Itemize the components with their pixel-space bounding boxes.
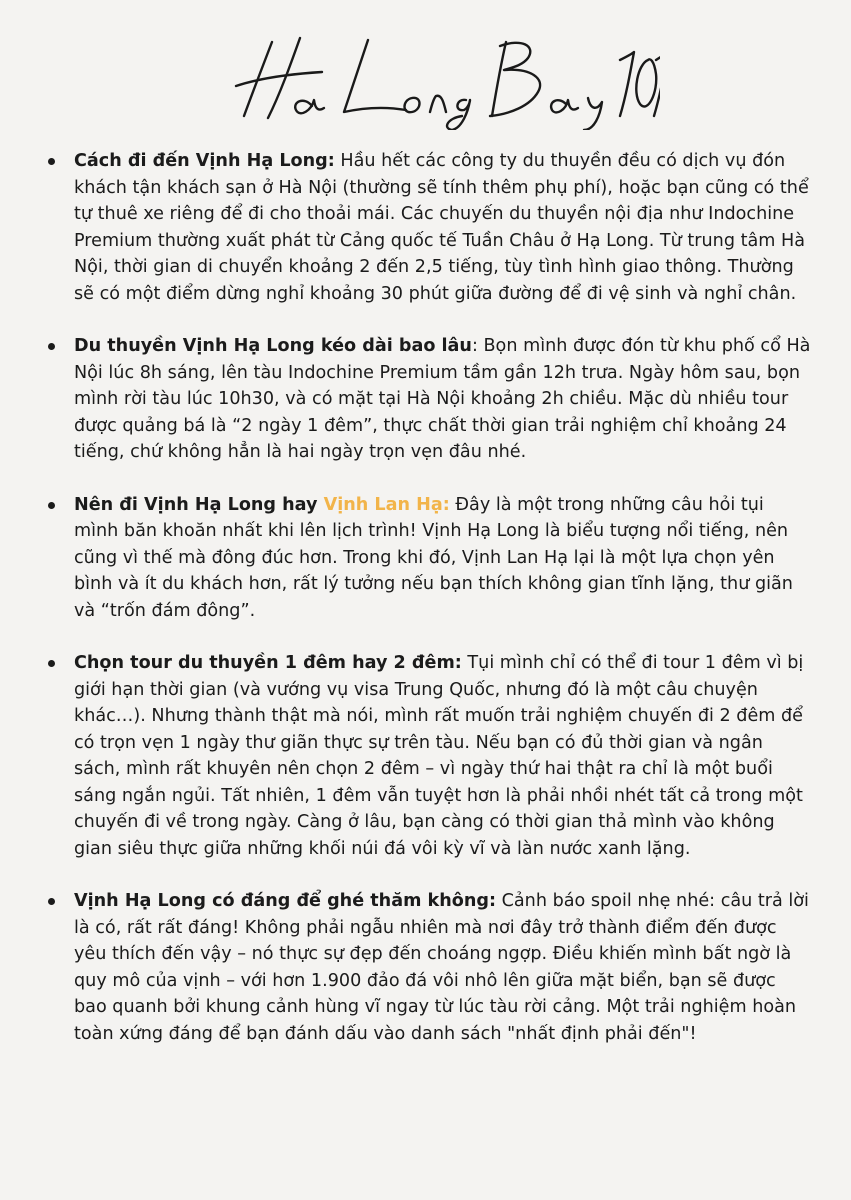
bullet-icon — [48, 898, 55, 905]
handwritten-title-lettering — [200, 20, 660, 130]
item-heading: Nên đi Vịnh Hạ Long hay — [74, 494, 324, 515]
list-item — [42, 888, 812, 1047]
list-item — [42, 492, 812, 625]
item-body: Tụi mình chỉ có thể đi tour 1 đêm vì bị giới hạn thời gian (và vướng vụ visa Trung Quốc, nhưng đó là một câu chuyện khác…). Nhưng thành thật mà nói, mình rất muốn trải nghiệm chuyến đi 2 đêm để có trọn vẹn 1 ngày thư giãn thực sự trên tàu. Nếu bạn có đủ thời gian và ngân sách, mình rất khuyên nên chọn 2 đêm – vì ngày thứ hai thật ra chỉ là một buổi sáng ngắn ngủi. Tất nhiên, 1 đêm vẫn tuyệt hơn là phải nhồi nhét tất cả trong một chuyến đi về trong ngày. Càng ở lâu, bạn càng có thời gian thả mình vào không gian siêu thực giữa những khối núi đá vôi kỳ vĩ và làn nước xanh lặng. — [74, 653, 804, 859]
lan-ha-bay-link[interactable]: Vịnh Lan Hạ: — [323, 494, 450, 515]
item-body: Hầu hết các công ty du thuyền đều có dịch vụ đón khách tận khách sạn ở Hà Nội (thường sẽ tính thêm phụ phí), hoặc bạn cũng có thể tự thuê xe riêng để đi cho thoải mái. Các chuyến du thuyền nội địa như Indochine Premium thường xuất phát từ Cảng quốc tế Tuần Châu ở Hạ Long. Từ trung tâm Hà Nội, thời gian di chuyển khoảng 2 đến 2,5 tiếng, tùy tình hình giao thông. Thường sẽ có một điểm dừng nghỉ khoảng 30 phút giữa đường để đi vệ sinh và nghỉ chân. — [74, 151, 809, 304]
item-body: : Bọn mình được đón từ khu phố cổ Hà Nội lúc 8h sáng, lên tàu Indochine Premium tầm gần 12h trưa. Ngày hôm sau, bọn mình rời tàu lúc 10h30, và có mặt tại Hà Nội khoảng 2h chiều. Mặc dù nhiều tour được quảng bá là “2 ngày 1 đêm”, thực chất thời gian trải nghiệm chỉ khoảng 24 tiếng, chứ không hẳn là hai ngày trọn vẹn đâu nhé. — [74, 336, 811, 462]
item-body: Cảnh báo spoil nhẹ nhé: câu trả lời là có, rất rất đáng! Không phải ngẫu nhiên mà nơi đây trở thành điểm đến được yêu thích đến vậy – nó thực sự đẹp đến choáng ngợp. Điều khiến mình bất ngờ là quy mô của vịnh – với hơn 1.900 đảo đá vôi nhô lên giữa mặt biển, bạn sẽ được bao quanh bởi khung cảnh hùng vĩ ngay từ lúc tàu rời cảng. Một trải nghiệm hoàn toàn xứng đáng để bạn đánh dấu vào danh sách "nhất định phải đến"! — [74, 891, 809, 1044]
list-item — [42, 148, 812, 307]
item-body: Đây là một trong những câu hỏi tụi mình băn khoăn nhất khi lên lịch trình! Vịnh Hạ Long là biểu tượng nổi tiếng, nên cũng vì thế mà đông đúc hơn. Trong khi đó, Vịnh Lan Hạ lại là một lựa chọn yên bình và ít du khách hơn, rất lý tưởng nếu bạn thích không gian tĩnh lặng, thư giãn và “trốn đám đông”. — [74, 494, 793, 621]
bullet-icon — [48, 502, 55, 509]
list-item — [42, 333, 812, 466]
item-heading: Chọn tour du thuyền 1 đêm hay 2 đêm: — [74, 653, 462, 673]
faq-list — [42, 148, 812, 1073]
bullet-icon — [48, 343, 55, 350]
list-item — [42, 650, 812, 862]
bullet-icon — [48, 660, 55, 667]
bullet-icon — [48, 158, 55, 165]
item-heading: Vịnh Hạ Long có đáng để ghé thăm không: — [74, 891, 497, 911]
item-heading: Cách đi đến Vịnh Hạ Long: — [74, 151, 335, 171]
item-heading: Du thuyền Vịnh Hạ Long kéo dài bao lâu — [74, 336, 472, 356]
page-title — [200, 20, 660, 130]
